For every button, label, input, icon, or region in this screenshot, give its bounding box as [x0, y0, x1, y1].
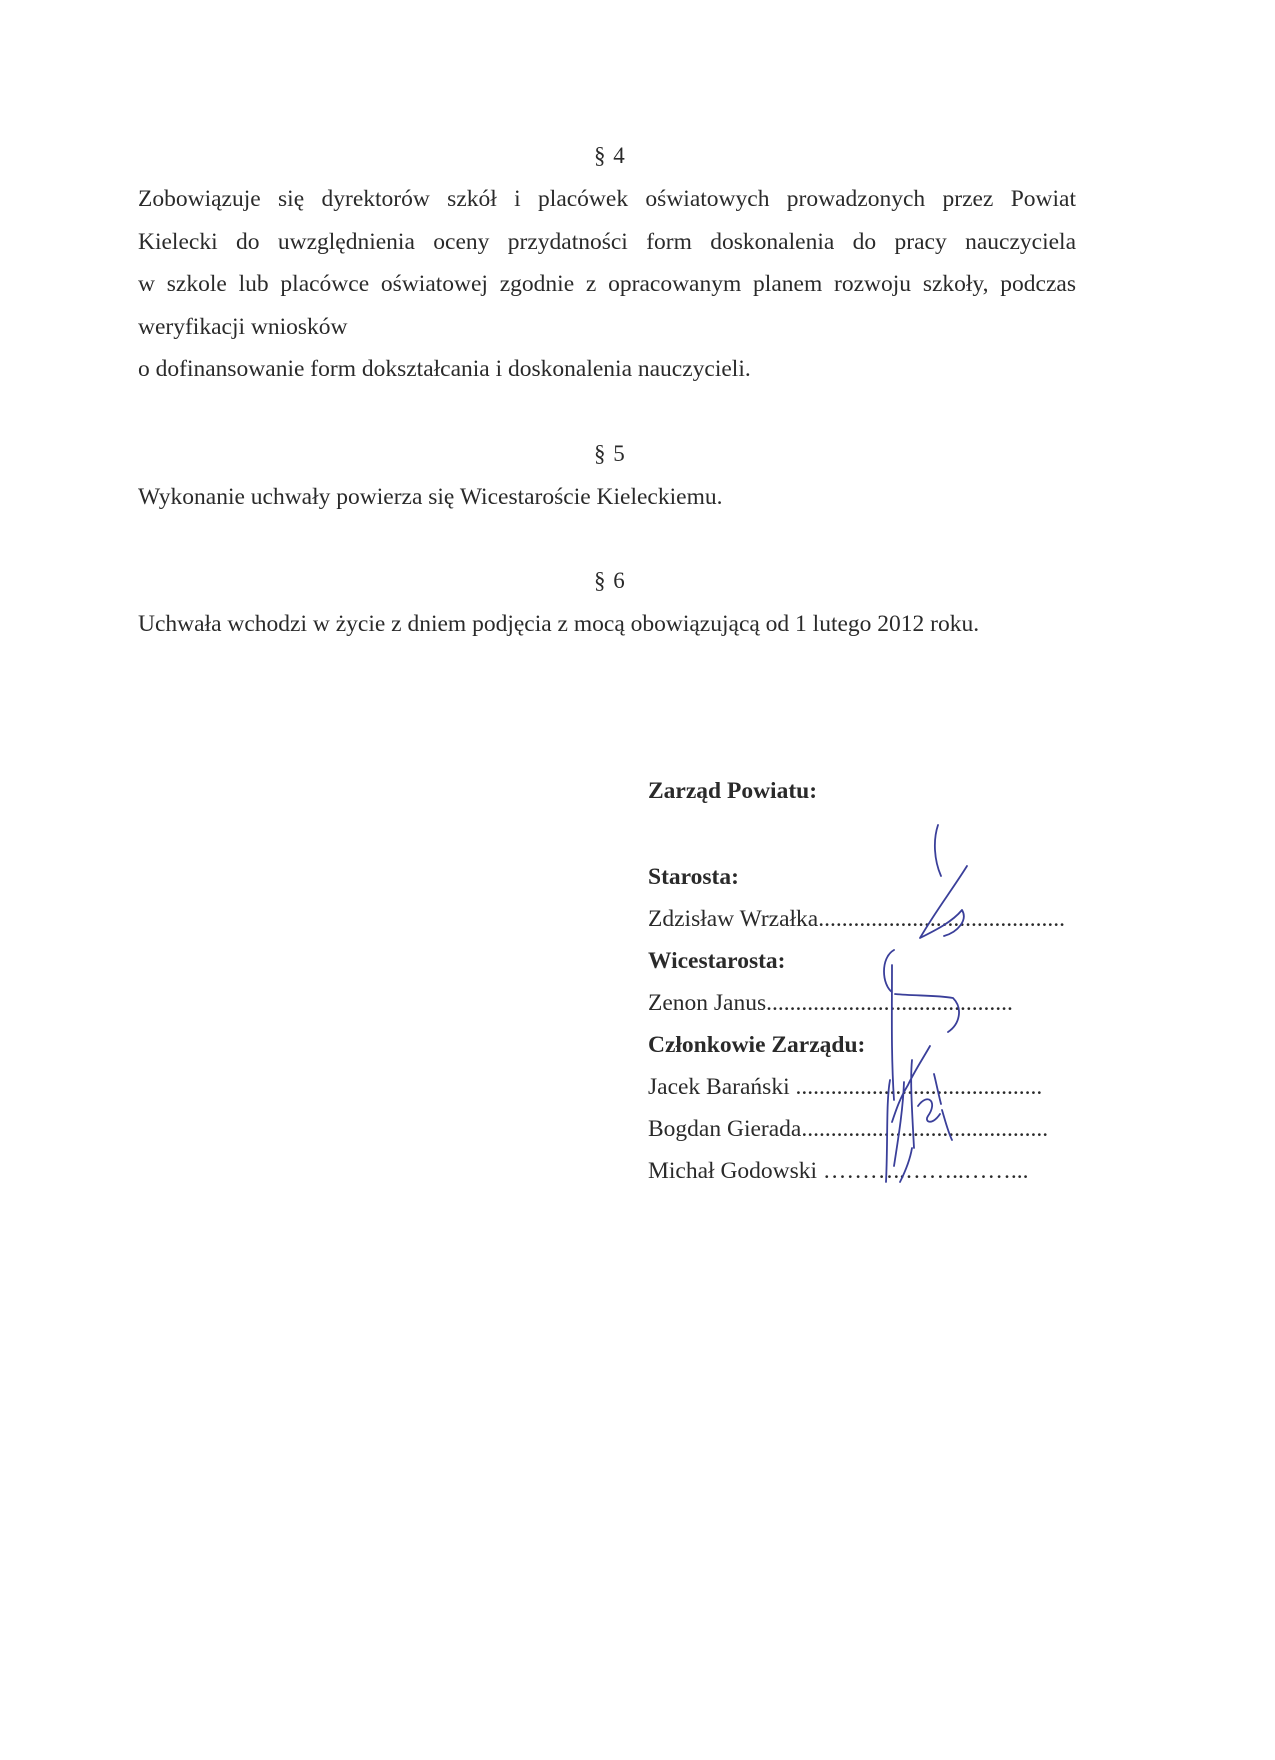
board-heading: Zarząd Powiatu:	[648, 778, 818, 804]
starosta-label: Starosta:	[648, 864, 739, 890]
section-5-line: Wykonanie uchwały powierza się Wicestaroście Kieleckiemu.	[138, 484, 723, 510]
section-4-text	[138, 178, 1076, 391]
section-6-line: Uchwała wchodzi w życie z dniem podjęcia z mocą obowiązującą od 1 lutego 2012 roku.	[138, 611, 980, 637]
section-4-line-2: Kielecki do uwzględnienia oceny przydatności form doskonalenia do pracy nauczyciela	[138, 228, 1076, 255]
member-2-name: Bogdan Gierada..........................................	[648, 1116, 1049, 1142]
section-4-line-3: w szkole lub placówce oświatowej zgodnie z opracowanym planem rozwoju szkoły, podczas	[138, 271, 1076, 297]
members-label: Członkowie Zarządu:	[648, 1032, 866, 1058]
wicestarosta-name: Zenon Janus..........................................	[648, 990, 1013, 1016]
member-3-name: Michał Godowski ………..……..……...	[648, 1158, 1029, 1184]
section-4-line-1: Zobowiązuje się dyrektorów szkół i placówek oświatowych prowadzonych przez Powiat	[138, 186, 1076, 212]
section-4-line-4: weryfikacji wniosków	[138, 313, 348, 340]
wicestarosta-label: Wicestarosta:	[648, 948, 786, 974]
section-4-mark: § 4	[594, 143, 626, 168]
section-5-mark: § 5	[594, 441, 626, 466]
section-5-text	[138, 476, 1076, 519]
section-6-mark: § 6	[594, 568, 626, 593]
starosta-name: Zdzisław Wrzałka..........................................	[648, 906, 1065, 932]
section-6-text	[138, 603, 1076, 646]
section-4-line-5: o dofinansowanie form dokształcania i doskonalenia nauczycieli.	[138, 356, 751, 382]
member-1-name: Jacek Barański ..........................................	[648, 1074, 1043, 1100]
